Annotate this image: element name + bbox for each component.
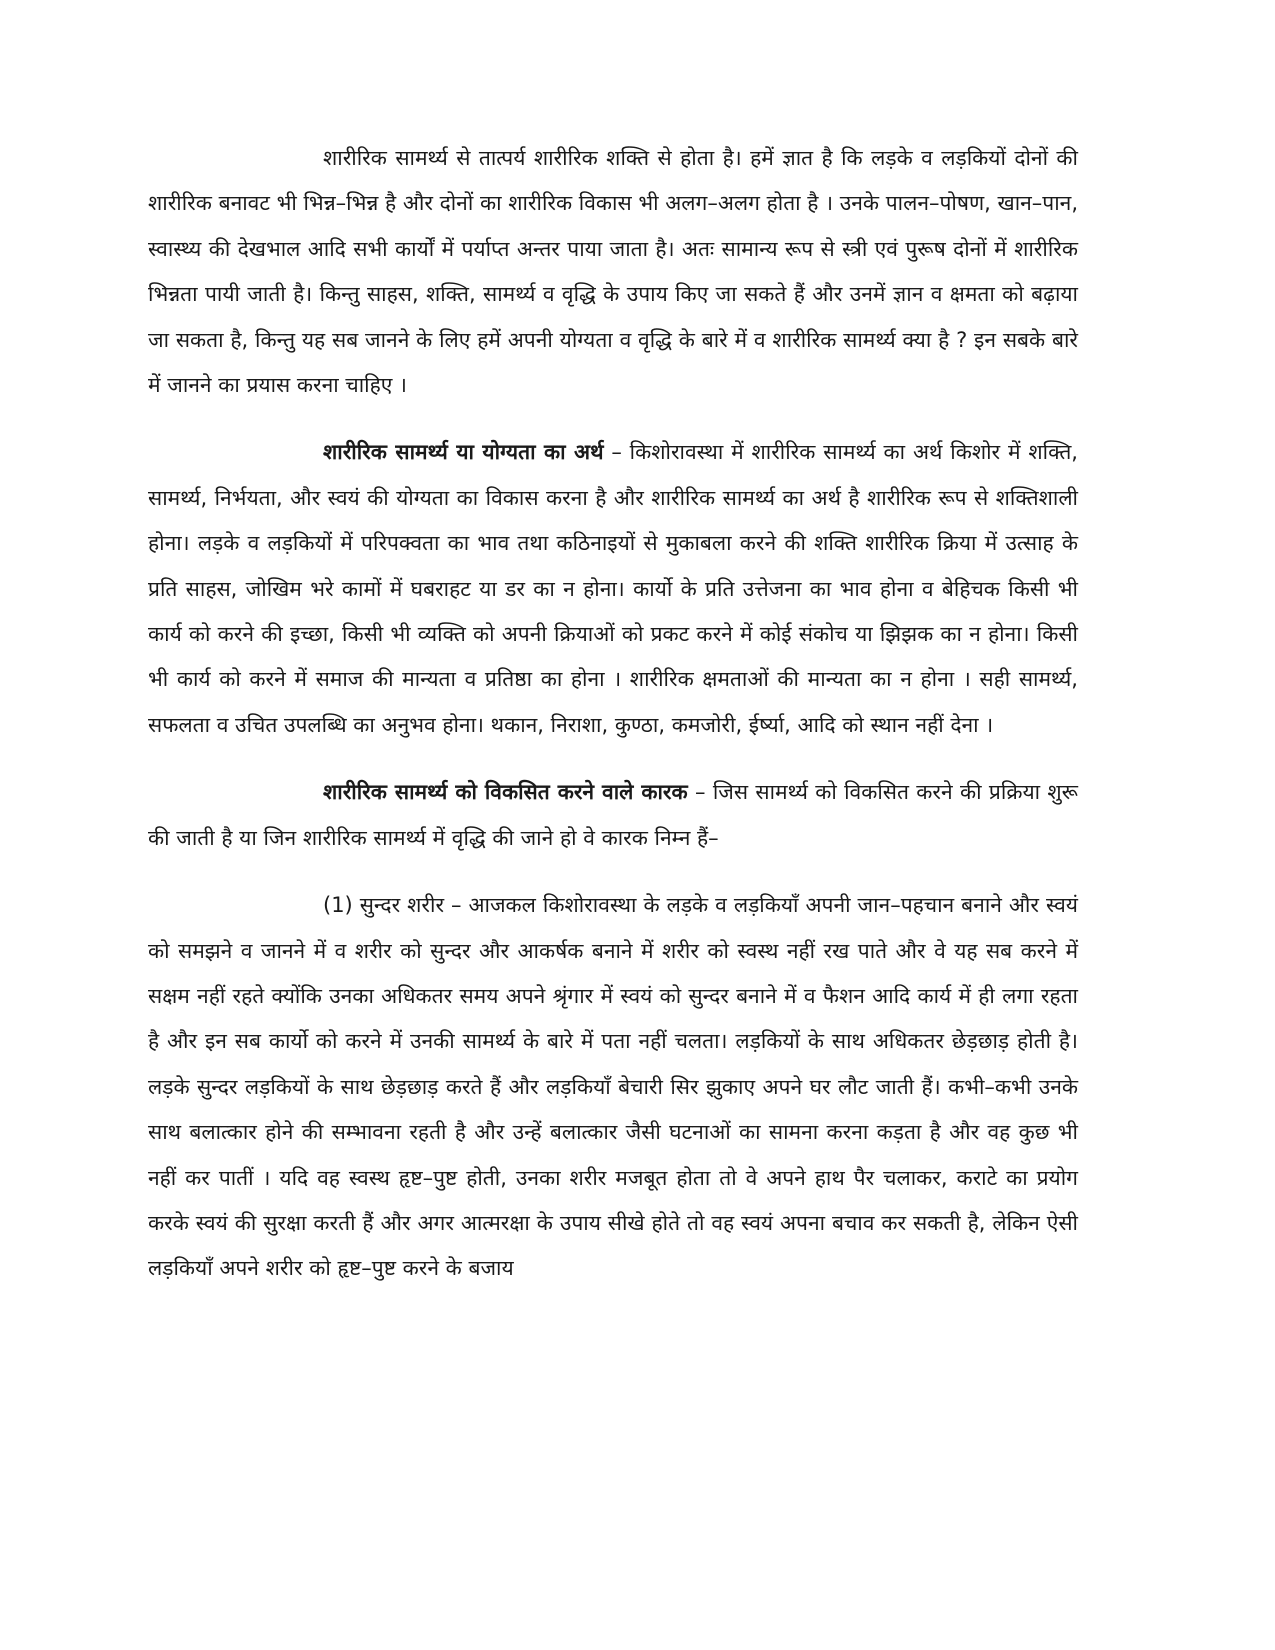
paragraph-text: जिस सामर्थ्य को विकसित करने की प्रक्रिया शुरू की जाती है या जिन शारीरिक सामर्थ्य में वृद्धि की जाने हो वे कारक निम्न हैं–	[148, 780, 1078, 850]
paragraph-text: (1) सुन्दर शरीर – आजकल किशोरावस्था के लड़के व लड़कियाँ अपनी जान–पहचान बनाने और स्वयं को समझने व जानने में व शरीर को सुन्दर और आकर्षक बनाने में शरीर को स्वस्थ नहीं रख पाते और वे यह सब करने में सक्षम नहीं रहते क्योंकि उनका अधिकतर समय अपने श्रृंगार में स्वयं को सुन्दर बनाने में व फैशन आदि कार्य में ही लगा रहता है और इन सब कार्यो को करने में उनकी सामर्थ्य के बारे में पता नहीं चलता। लड़कियों के साथ अधिकतर छेड़छाड़ होती है। लड़के सुन्दर लड़कियों के साथ छेड़छाड़ करते हैं और लड़कियाँ बेचारी सिर झुकाए अपने घर लौट जाती हैं। कभी–कभी उनके साथ बलात्कार होने की सम्भावना रहती है और उन्हें बलात्कार जैसी घटनाओं का सामना करना कड़ता है और वह कुछ भी नहीं कर पातीं । यदि वह स्वस्थ हृष्ट–पुष्ट होती, उनका शरीर मजबूत होता तो वे अपने हाथ पैर चलाकर, कराटे का प्रयोग करके स्वयं की सुरक्षा करती हैं और अगर आत्मरक्षा के उपाय सीखे होते तो वह स्वयं अपना बचाव कर सकती है, लेकिन ऐसी लड़कियाँ अपने शरीर को हृष्ट–पुष्ट करने के बजाय	[148, 893, 1078, 1281]
paragraph-meaning	[148, 430, 1078, 748]
section-heading-meaning: शारीरिक सामर्थ्य या योग्यता का अर्थ	[323, 440, 604, 465]
paragraph-factors	[148, 770, 1078, 861]
section-heading-factors: शारीरिक सामर्थ्य को विकसित करने वाले कारक	[323, 780, 688, 805]
document-page	[148, 136, 1078, 1314]
paragraph-text: शारीरिक सामर्थ्य से तात्पर्य शारीरिक शक्ति से होता है। हमें ज्ञात है कि लड़के व लड़कियों दोनों की शारीरिक बनावट भी भिन्न–भिन्न है और दोनों का शारीरिक विकास भी अलग–अलग होता है । उनके पालन–पोषण, खान–पान, स्वास्थ्य की देखभाल आदि सभी कार्यों में पर्याप्त अन्तर पाया जाता है। अतः सामान्य रूप से स्त्री एवं पुरूष दोनों में शारीरिक भिन्नता पायी जाती है। किन्तु साहस, शक्ति, सामर्थ्य व वृद्धि के उपाय किए जा सकते हैं और उनमें ज्ञान व क्षमता को बढ़ाया जा सकता है, किन्तु यह सब जानने के लिए हमें अपनी योग्यता व वृद्धि के बारे में व शारीरिक सामर्थ्य क्या है ? इन सबके बारे में जानने का प्रयास करना चाहिए ।	[148, 146, 1078, 398]
heading-separator: –	[603, 440, 630, 465]
paragraph-intro	[148, 136, 1078, 408]
paragraph-factor-1	[148, 883, 1078, 1292]
heading-separator: –	[687, 780, 713, 805]
paragraph-text: किशोरावस्था में शारीरिक सामर्थ्य का अर्थ किशोर में शक्ति, सामर्थ्य, निर्भयता, और स्वयं की योग्यता का विकास करना है और शारीरिक सामर्थ्य का अर्थ है शारीरिक रूप से शक्तिशाली होना। लड़के व लड़कियों में परिपक्वता का भाव तथा कठिनाइयों से मुकाबला करने की शक्ति शारीरिक क्रिया में उत्साह के प्रति साहस, जोखिम भरे कामों में घबराहट या डर का न होना। कार्यो के प्रति उत्तेजना का भाव होना व बेहिचक किसी भी कार्य को करने की इच्छा, किसी भी व्यक्ति को अपनी क्रियाओं को प्रकट करने में कोई संकोच या झिझक का न होना। किसी भी कार्य को करने में समाज की मान्यता व प्रतिष्ठा का होना । शारीरिक क्षमताओं की मान्यता का न होना । सही सामर्थ्य, सफलता व उचित उपलब्धि का अनुभव होना। थकान, निराशा, कुण्ठा, कमजोरी, ईर्ष्या, आदि को स्थान नहीं देना ।	[148, 440, 1078, 737]
